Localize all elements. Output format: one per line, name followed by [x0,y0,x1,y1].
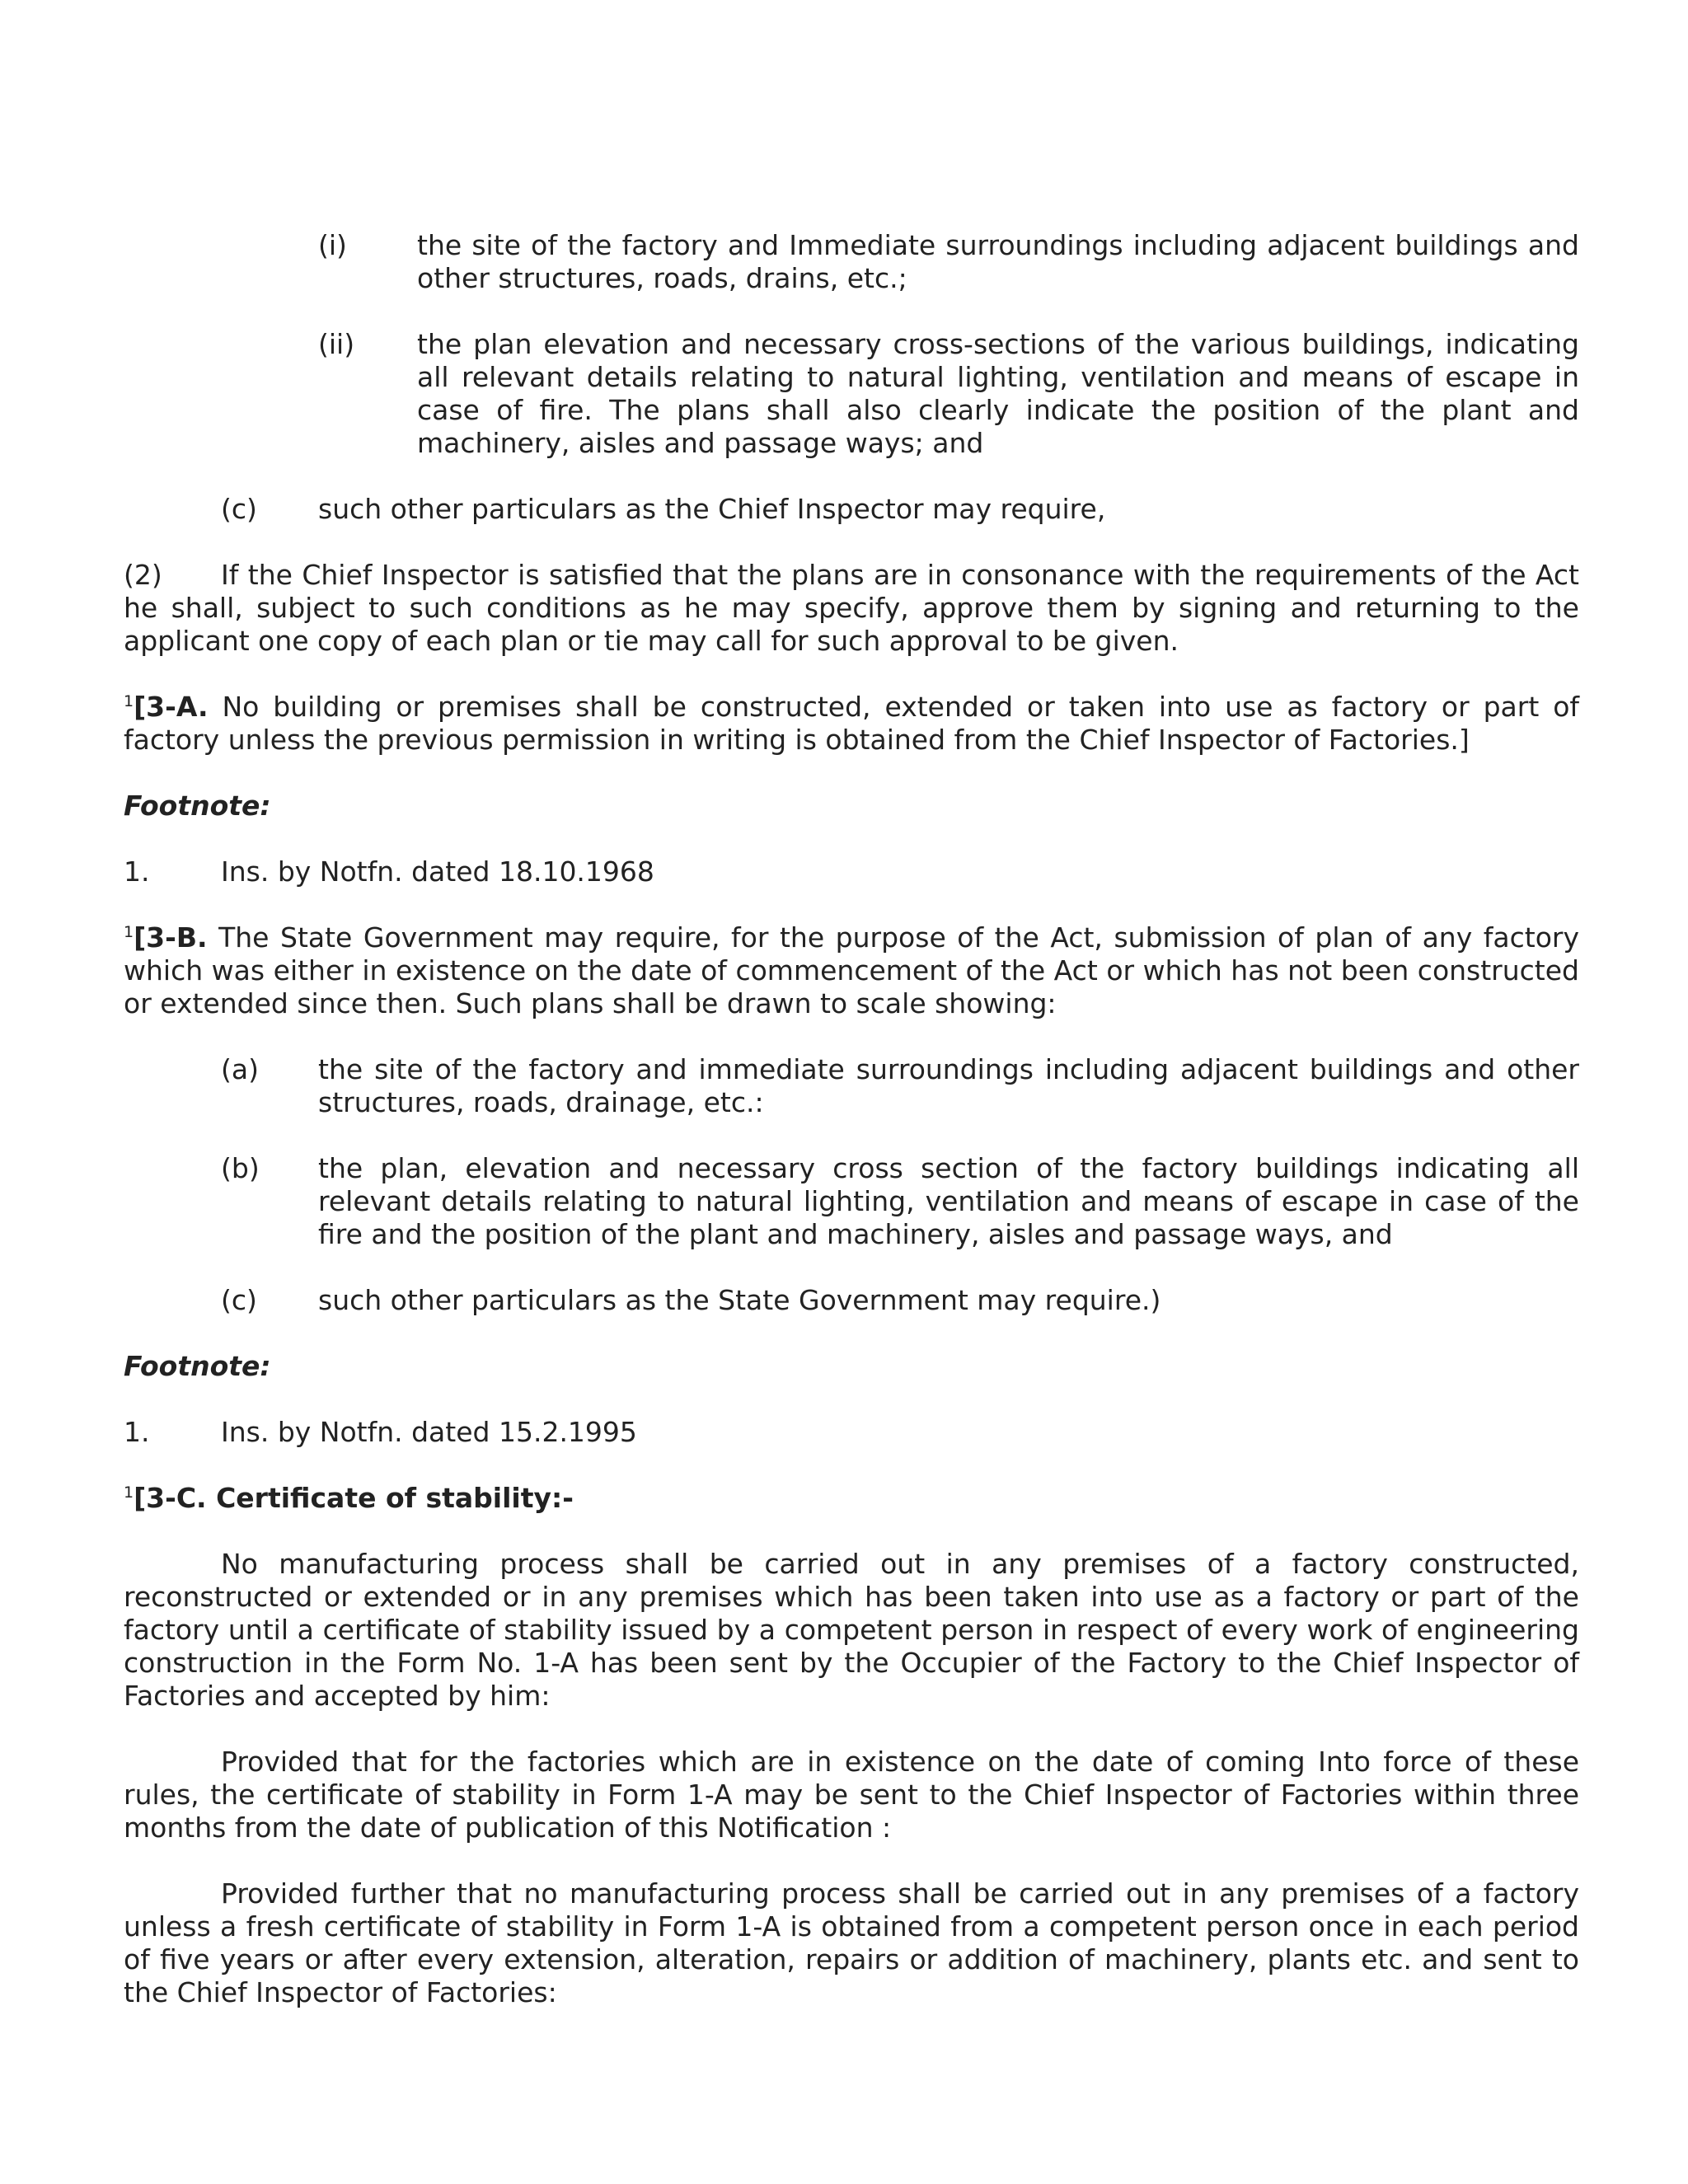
paragraph-number: (2) [124,559,162,591]
footnote-line [124,855,654,888]
paragraph-text: Provided further that no manufacturing process shall be carried out in any premises of a factory unless a fresh certificate of stability in Form 1-A is obtained from a competent person once in each period of five years or after every extension, alteration, repairs or addition of machinery, plants etc. and sent to the Chief Inspector of Factories: [124,1877,1579,2008]
paragraph-2 [124,559,1579,658]
list-marker: (i) [318,229,347,261]
list-item-text: the plan, elevation and necessary cross section of the factory buildings indicating all relevant details relating to natural lighting, ventilation and means of escape in case of the fire and the position of the plant and machinery, aisles and passage ways, and [318,1152,1579,1250]
section-3b [124,921,1579,1020]
section-text: No building or premises shall be constructed, extended or taken into use as factory or part of factory unless the previous permission in writing is obtained from the Chief Inspector of Factories.] [124,691,1579,756]
footnote-ref: 1 [124,923,134,941]
proviso-paragraph [124,1877,1579,2009]
list-item-c [221,493,1579,526]
list-item-text: the site of the factory and Immediate surroundings including adjacent buildings and other structures, roads, drains, etc.; [417,229,1579,294]
paragraph-text: If the Chief Inspector is satisfied that the plans are in consonance with the requirements of the Act he shall, subject to such conditions as he may specify, approve them by signing and returning to the applicant one copy of each plan or tie may call for such approval to be given. [124,559,1579,657]
list-marker: (c) [221,493,257,525]
list-item-text: such other particulars as the Chief Inspector may require, [318,493,1106,525]
footnote-ref: 1 [124,1483,134,1502]
list-item-a [221,1053,1579,1119]
section-label: [3-C. Certificate of stability:- [134,1482,574,1514]
footnote-ref: 1 [124,692,134,710]
list-item-b [221,1152,1579,1251]
footnote-heading: Footnote: [124,1350,271,1382]
paragraph-text: No manufacturing process shall be carried out in any premises of a factory constructed, reconstructed or extended or in any premises which has been taken into use as a factory or part of the factory until a certificate of stability issued by a competent person in respect of every work of engineering construction in the Form No. 1-A has been sent by the Occupier of the Factory to the Chief Inspector of Factories and accepted by him: [124,1548,1579,1712]
section-text: The State Government may require, for the purpose of the Act, submission of plan of any factory which was either in existence on the date of commencement of the Act or which has not been constructed or extended since then. Such plans shall be drawn to scale showing: [124,921,1579,1019]
section-label: [3-B. [134,921,208,954]
section-3a [124,691,1579,757]
section-3c-heading [124,1482,1579,1515]
footnote-text: Ins. by Notfn. dated 15.2.1995 [221,1416,637,1448]
section-3c-paragraph [124,1548,1579,1713]
paragraph-text: Provided that for the factories which are in existence on the date of coming Into force of these rules, the certificate of stability in Form 1-A may be sent to the Chief Inspector of Factories within three months from the date of publication of this Notification : [124,1746,1579,1844]
list-item-c [221,1284,1579,1317]
footnote-text: Ins. by Notfn. dated 18.10.1968 [221,855,654,888]
list-item-text: the plan elevation and necessary cross-sections of the various buildings, indicating all relevant details relating to natural lighting, ventilation and means of escape in case of fire. The plans shall also clearly indicate the position of the plant and machinery, aisles and passage ways; and [417,328,1579,459]
proviso-paragraph [124,1746,1579,1844]
footnote-line [124,1416,637,1449]
list-marker: (a) [221,1053,259,1085]
list-marker: (ii) [318,328,355,360]
list-marker: (c) [221,1284,257,1316]
footnote-heading: Footnote: [124,790,271,822]
list-item-text: the site of the factory and immediate surroundings including adjacent buildings and other structures, roads, drainage, etc.: [318,1053,1579,1118]
section-label: [3-A. [134,691,209,723]
list-marker: (b) [221,1152,260,1184]
list-item-i [318,229,1579,295]
footnote-number: 1. [124,855,150,888]
list-item-ii [318,328,1579,460]
list-item-text: such other particulars as the State Government may require.) [318,1284,1161,1316]
footnote-number: 1. [124,1416,150,1448]
